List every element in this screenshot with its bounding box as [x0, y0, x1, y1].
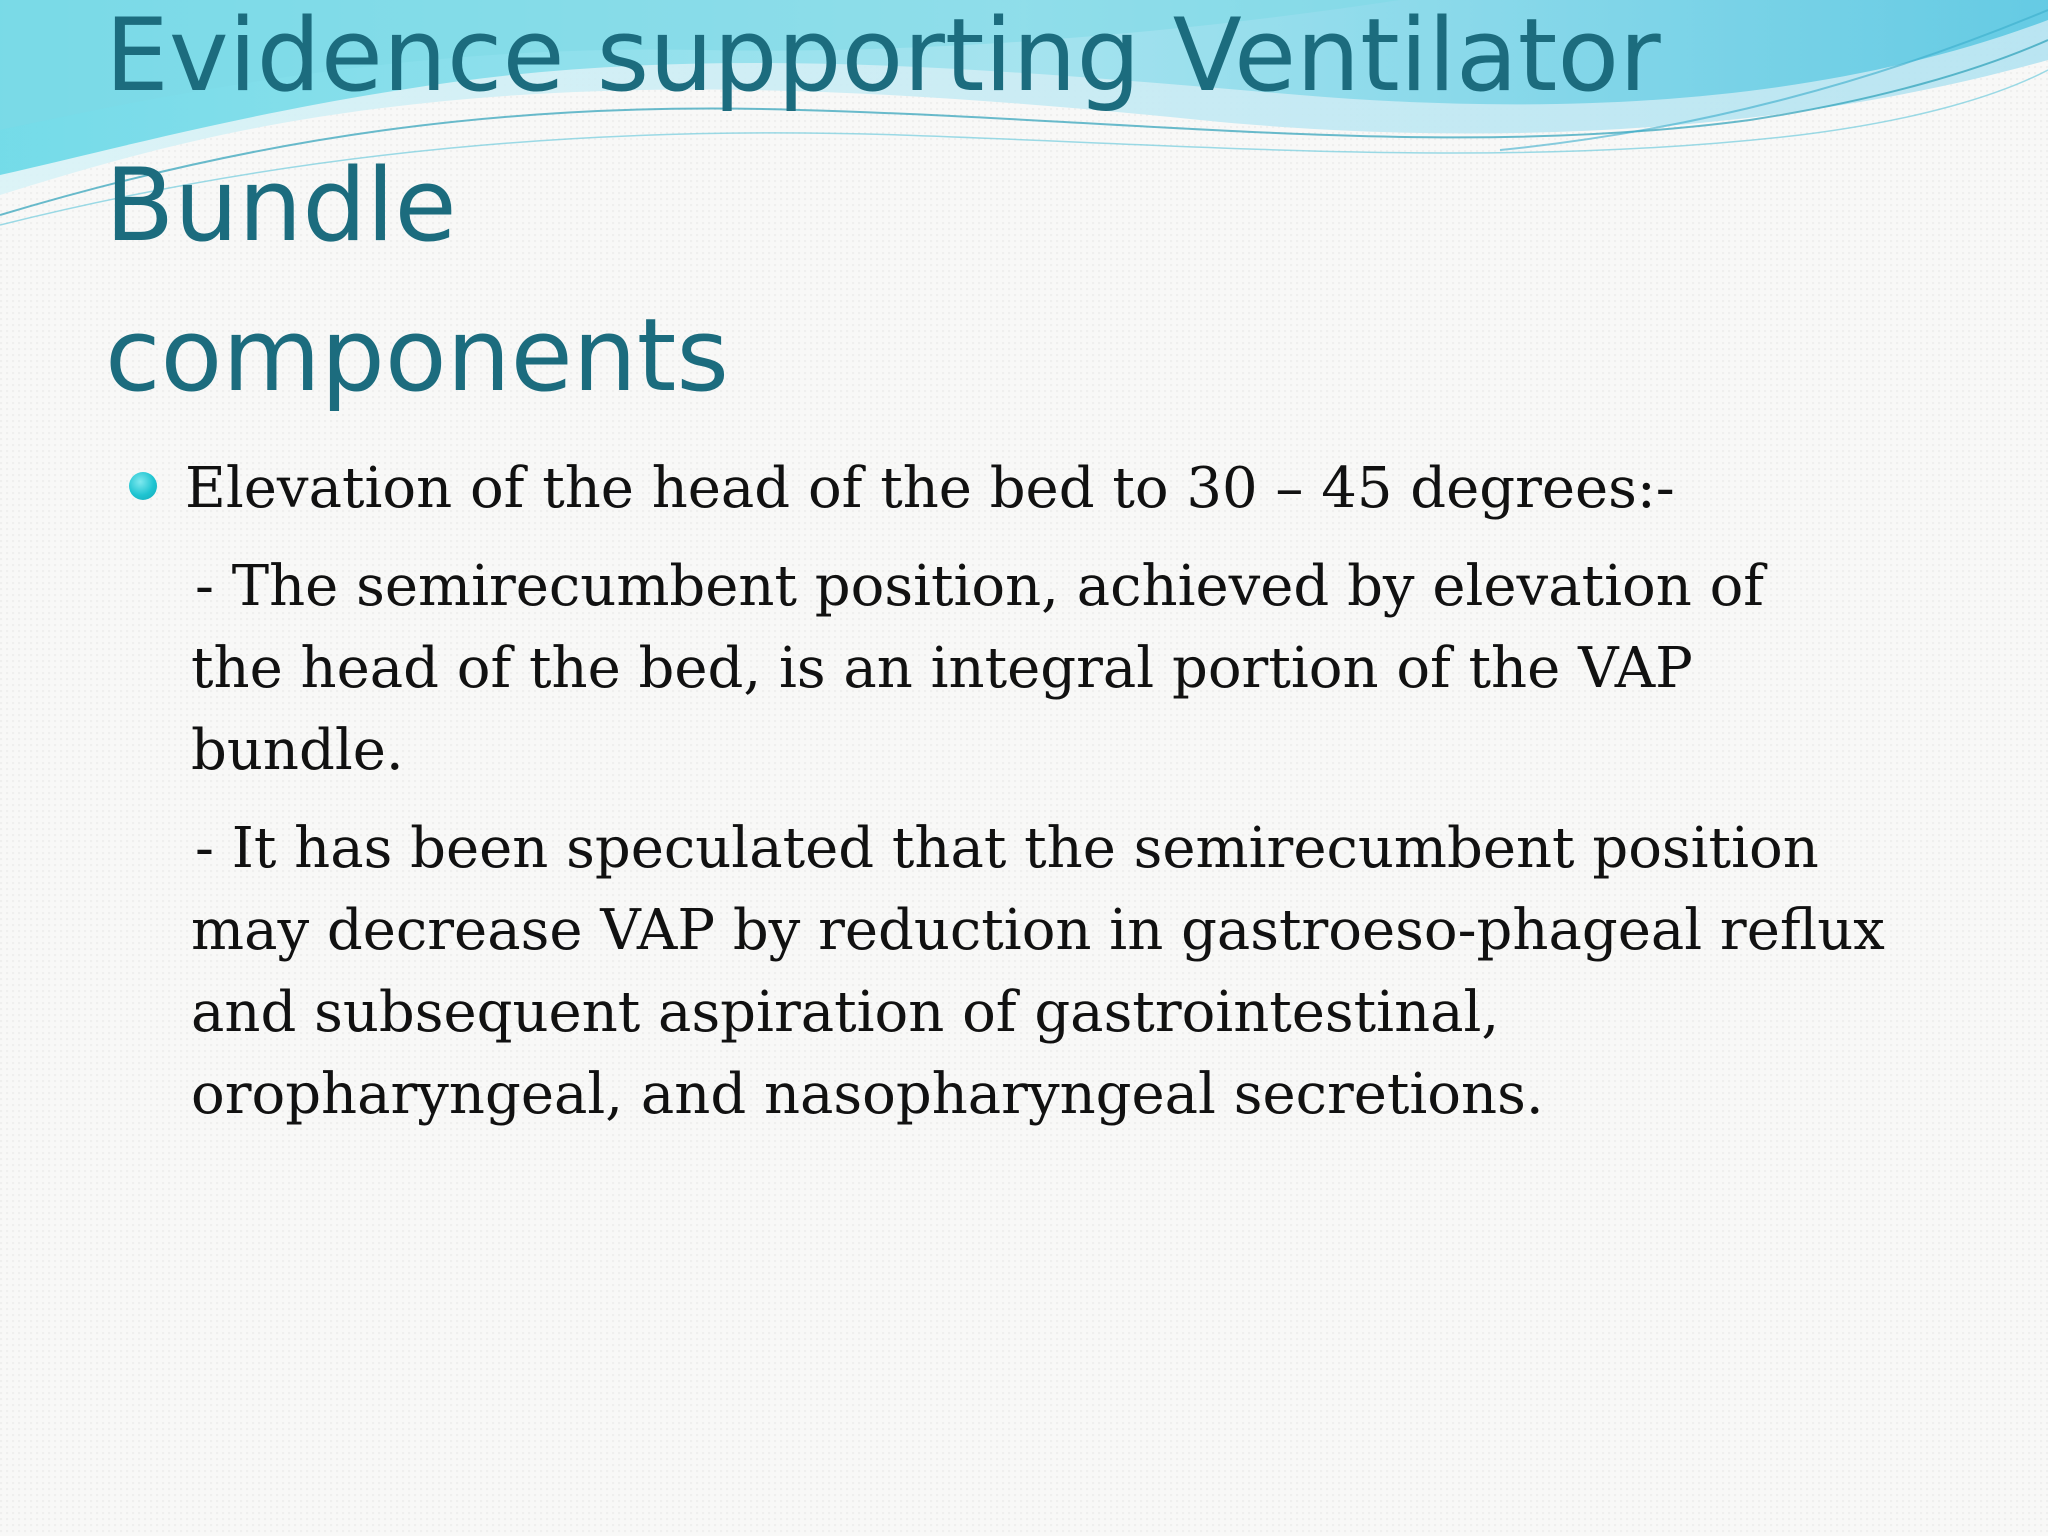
paragraph-line: may decrease VAP by reduction in gastroeso-phageal reflux — [191, 898, 1885, 963]
title-line-3: components — [105, 296, 730, 414]
paragraph-line: - It has been speculated that the semirecumbent position — [195, 816, 1819, 881]
bullet-text: Elevation of the head of the bed to 30 – 45 degrees:- — [185, 456, 1675, 521]
paragraph-line: the head of the bed, is an integral portion of the VAP — [191, 636, 1693, 701]
paragraph-line: oropharyngeal, and nasopharyngeal secretions. — [191, 1062, 1544, 1127]
slide-title — [105, 0, 1865, 430]
paragraph-line: and subsequent aspiration of gastrointestinal, — [191, 980, 1500, 1045]
paragraph-line: - The semirecumbent position, achieved by elevation of — [195, 554, 1765, 619]
bullet-item — [185, 448, 1945, 530]
paragraph-speculation — [185, 808, 1945, 1136]
title-line-1: Evidence supporting Ventilator — [105, 0, 1661, 114]
slide-body — [185, 448, 1945, 1136]
paragraph-semirecumbent-position — [185, 546, 1945, 792]
bullet-dot-icon — [129, 472, 157, 500]
paragraph-line: bundle. — [191, 718, 404, 783]
title-line-2: Bundle — [105, 146, 457, 264]
